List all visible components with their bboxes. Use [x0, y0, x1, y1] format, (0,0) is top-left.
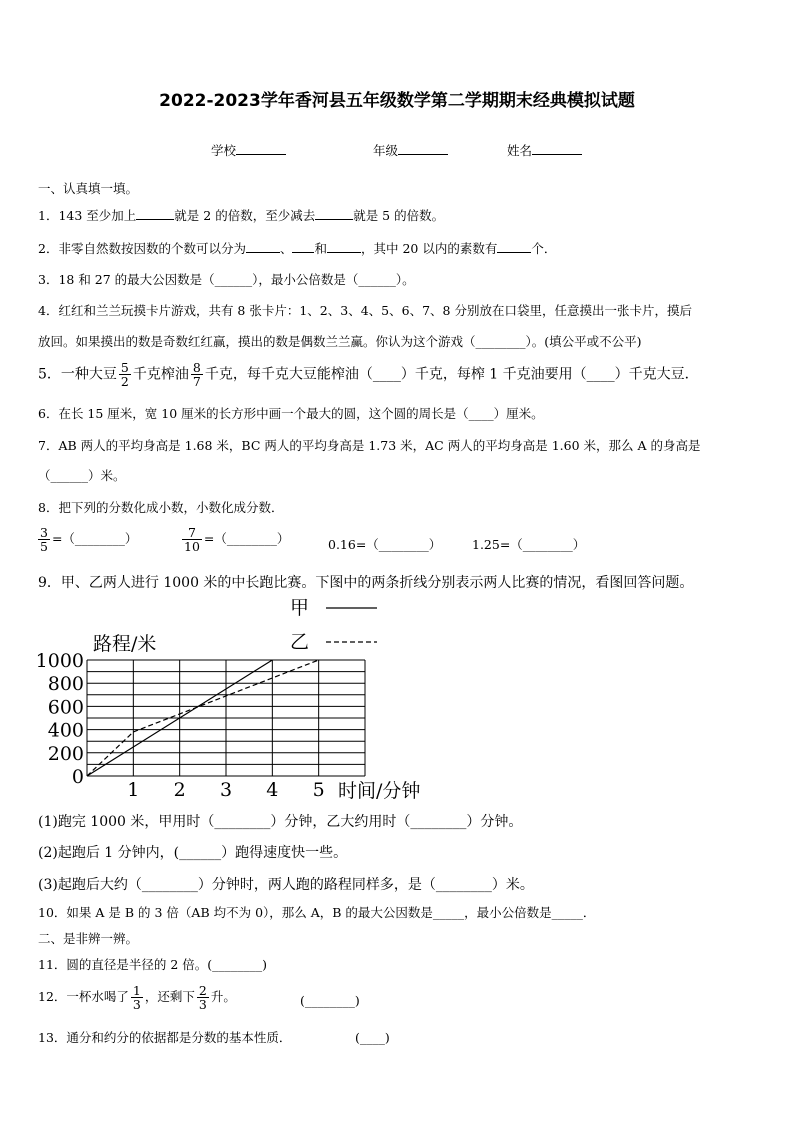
q5-f2-denominator: 7 — [192, 374, 201, 389]
y-tick-label: 0 — [71, 766, 84, 788]
y-tick-label: 800 — [47, 673, 84, 696]
legend-label-2: 乙 — [290, 631, 310, 653]
question-6: 6．在长 15 厘米，宽 10 厘米的长方形中画一个最大的圆，这个圆的周长是（____）厘米。 — [38, 406, 544, 421]
question-8: 8．把下列的分数化成小数，小数化成分数． — [38, 500, 284, 515]
question-3: 3．18 和 27 的最大公因数是（______），最小公倍数是（______）。 — [38, 272, 415, 287]
section2-heading: 二、是非辨一辨。 — [38, 931, 139, 946]
q12-f1-denominator: 3 — [132, 997, 141, 1012]
y-tick-label: 400 — [47, 719, 84, 742]
question-4-line1: 4．红红和兰兰玩摸卡片游戏，共有 8 张卡片：1、2、3、4、5、6、7、8 分别放在口袋里，任意摸出一张卡片，摸后 — [38, 303, 692, 318]
q12-fraction-2 — [197, 984, 209, 1011]
question-1 — [38, 207, 444, 224]
q2-blank-1[interactable] — [246, 240, 280, 253]
q5-fraction-1 — [119, 361, 131, 388]
q5-text-c: 千克，每千克大豆能榨油（____）千克，每榨 1 千克油要用（____）千克大豆． — [204, 366, 699, 383]
question-2 — [38, 240, 556, 257]
q12-f2-numerator: 2 — [198, 983, 207, 998]
y-tick-label: 600 — [47, 696, 84, 719]
q2-blank-3[interactable] — [327, 240, 361, 253]
question-4-line2: 放回。如果摸出的数是奇数红红赢，摸出的数是偶数兰兰赢。你认为这个游戏（________）。(填公平或不公平) — [38, 334, 642, 349]
q12-text-b: ，还剩下 — [144, 989, 195, 1004]
question-7-line2: （______）米。 — [38, 468, 126, 483]
question-7-line1: 7．AB 两人的平均身高是 1.68 米，BC 两人的平均身高是 1.73 米，AC 两人的平均身高是 1.60 米，那么 A 的身高是 — [38, 438, 701, 453]
q12-f1-numerator: 1 — [132, 983, 141, 998]
q1-text-c: 就是 5 的倍数。 — [353, 208, 445, 223]
q12-fraction-1 — [131, 984, 143, 1011]
question-9-sub3: (3)起跑后大约（________）分钟时，两人跑的路程同样多，是（________）米。 — [38, 877, 534, 893]
x-axis-label: 时间/分钟 — [338, 780, 421, 802]
x-tick-label: 2 — [173, 779, 186, 801]
q8-item-3: 0.16=（________） — [328, 537, 442, 552]
q5-f2-numerator: 8 — [192, 360, 201, 375]
x-tick-label: 3 — [219, 779, 233, 801]
question-9-sub2: (2)起跑后 1 分钟内，(______）跑得速度快一些。 — [38, 845, 348, 861]
q8-f1-denominator: 5 — [40, 539, 48, 554]
x-tick-label: 5 — [312, 779, 325, 801]
q5-text-b: 千克榨油 — [132, 366, 189, 383]
y-tick-label: 200 — [47, 742, 84, 765]
question-12 — [38, 984, 236, 1011]
q8-item-1 — [36, 526, 137, 553]
q5-f1-numerator: 5 — [120, 360, 129, 375]
q2-blank-4[interactable] — [497, 240, 531, 253]
legend-label-1: 甲 — [290, 597, 310, 619]
q2-text-e: 个． — [531, 241, 557, 256]
y-axis-label: 路程/米 — [93, 633, 157, 655]
school-blank[interactable] — [236, 142, 286, 155]
q1-text-b: 就是 2 的倍数，至少减去 — [174, 208, 316, 223]
grade-blank[interactable] — [398, 142, 448, 155]
question-5 — [38, 361, 699, 388]
q12-text-a: 12．一杯水喝了 — [38, 989, 129, 1004]
name-field[interactable] — [507, 142, 582, 159]
x-tick-label: 4 — [266, 779, 279, 801]
page-title: 2022-2023学年香河县五年级数学第二学期期末经典模拟试题 — [159, 91, 635, 111]
q12-answer-blank[interactable]: (________) — [300, 993, 360, 1008]
q1-blank-1[interactable] — [136, 207, 174, 220]
q2-text-c: 和 — [314, 241, 327, 256]
q8-f2-numerator: 7 — [182, 526, 202, 540]
q8-item-2 — [180, 526, 289, 553]
q8-fraction-2 — [182, 526, 202, 553]
q1-text-a: 1．143 至少加上 — [38, 208, 137, 223]
q12-f2-denominator: 3 — [198, 997, 207, 1012]
question-9-sub1: (1)跑完 1000 米，甲用时（________）分钟，乙大约用时（________）分钟。 — [38, 814, 523, 830]
q12-text-c: 升。 — [210, 989, 236, 1004]
q5-f1-denominator: 2 — [120, 374, 129, 389]
q8-f2-denominator: 10 — [184, 539, 200, 554]
q2-text-a: 2．非零自然数按因数的个数可以分为 — [38, 241, 246, 256]
q1-blank-2[interactable] — [315, 207, 353, 220]
q13-answer-blank[interactable]: (____) — [355, 1030, 390, 1045]
q8-f1-numerator: 3 — [40, 525, 48, 540]
question-9: 9．甲、乙两人进行 1000 米的中长跑比赛。下图中的两条折线分别表示两人比赛的情况，看图回答问题。 — [38, 575, 694, 591]
x-tick-label: 1 — [127, 779, 140, 801]
q8-f1-answer: =（________） — [51, 531, 138, 546]
question-13: 13．通分和约分的依据都是分数的基本性质． — [38, 1030, 292, 1045]
y-tick-label: 1000 — [35, 650, 84, 672]
race-line-chart — [0, 592, 794, 807]
q5-fraction-2 — [191, 361, 203, 388]
name-label: 姓名 — [507, 143, 533, 158]
q5-text-a: 5．一种大豆 — [38, 366, 117, 383]
q8-fraction-1 — [38, 526, 50, 553]
section1-heading: 一、认真填一填。 — [38, 181, 139, 196]
grade-label: 年级 — [373, 143, 399, 158]
school-field[interactable] — [211, 142, 286, 159]
question-10: 10．如果 A 是 B 的 3 倍（AB 均不为 0），那么 A，B 的最大公因数是_____，最小公倍数是_____． — [38, 905, 596, 920]
q8-f2-answer: =（________） — [203, 531, 290, 546]
q2-text-d: ，其中 20 以内的素数有 — [361, 241, 498, 256]
school-label: 学校 — [211, 143, 237, 158]
q2-blank-2[interactable] — [292, 240, 314, 253]
question-11: 11．圆的直径是半径的 2 倍。(________) — [38, 957, 268, 972]
grade-field[interactable] — [373, 142, 448, 159]
q8-item-4: 1.25=（________） — [472, 537, 586, 552]
name-blank[interactable] — [532, 142, 582, 155]
q2-text-b: 、 — [279, 241, 293, 256]
